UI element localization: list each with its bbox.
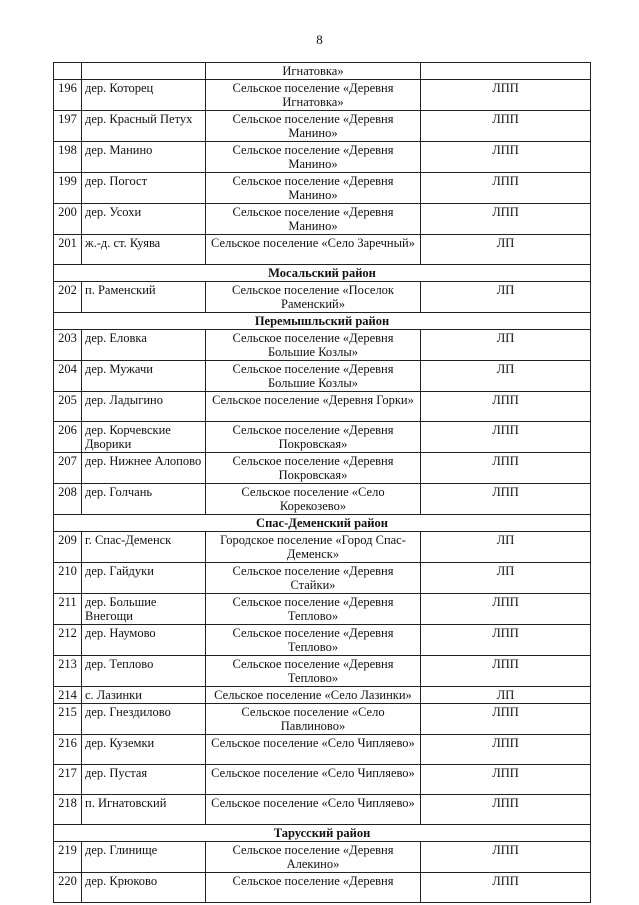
- table-row: [54, 765, 591, 795]
- num-cell: 220: [54, 873, 82, 903]
- name-cell: дер. Гайдуки: [82, 563, 206, 594]
- settlement-cell: Сельское поселение «Деревня Покровская»: [206, 422, 421, 453]
- name-cell: п. Раменский: [82, 282, 206, 313]
- name-cell: дер. Куземки: [82, 735, 206, 765]
- table-row: [54, 80, 591, 111]
- num-cell: 203: [54, 330, 82, 361]
- settlement-cell: Городское поселение «Город Спас-Деменск»: [206, 532, 421, 563]
- name-cell: дер. Которец: [82, 80, 206, 111]
- settlement-cell: Сельское поселение «Деревня Горки»: [206, 392, 421, 422]
- settlement-cell: Сельское поселение «Деревня Алекино»: [206, 842, 421, 873]
- table-row: [54, 173, 591, 204]
- name-cell: дер. Мужачи: [82, 361, 206, 392]
- table-row: [54, 453, 591, 484]
- type-cell: ЛП: [421, 687, 591, 704]
- type-cell: [421, 63, 591, 80]
- type-cell: ЛП: [421, 282, 591, 313]
- settlement-cell: Сельское поселение «Село Павлиново»: [206, 704, 421, 735]
- type-cell: ЛПП: [421, 795, 591, 825]
- settlement-cell: Сельское поселение «Деревня Манино»: [206, 111, 421, 142]
- region-title: Спас-Деменский район: [54, 515, 591, 532]
- table-row: [54, 704, 591, 735]
- num-cell: [54, 63, 82, 80]
- num-cell: 212: [54, 625, 82, 656]
- settlement-cell: Сельское поселение «Село Чипляево»: [206, 765, 421, 795]
- type-cell: ЛП: [421, 361, 591, 392]
- region-title: Перемышльский район: [54, 313, 591, 330]
- num-cell: 208: [54, 484, 82, 515]
- num-cell: 218: [54, 795, 82, 825]
- num-cell: 216: [54, 735, 82, 765]
- name-cell: дер. Усохи: [82, 204, 206, 235]
- table-row: [54, 532, 591, 563]
- table-row: [54, 735, 591, 765]
- type-cell: ЛП: [421, 532, 591, 563]
- num-cell: 197: [54, 111, 82, 142]
- settlement-cell: Сельское поселение «Село Корекозево»: [206, 484, 421, 515]
- settlement-cell: Сельское поселение «Деревня Стайки»: [206, 563, 421, 594]
- type-cell: ЛПП: [421, 594, 591, 625]
- settlement-cell: Сельское поселение «Деревня Покровская»: [206, 453, 421, 484]
- type-cell: ЛП: [421, 563, 591, 594]
- name-cell: дер. Нижнее Алопово: [82, 453, 206, 484]
- region-header-row: [54, 265, 591, 282]
- table-row: [54, 235, 591, 265]
- name-cell: дер. Корчевские Дворики: [82, 422, 206, 453]
- name-cell: п. Игнатовский: [82, 795, 206, 825]
- settlement-cell: Сельское поселение «Деревня Большие Козлы»: [206, 361, 421, 392]
- table-row: [54, 563, 591, 594]
- table-row: [54, 842, 591, 873]
- settlement-cell: Сельское поселение «Деревня Теплово»: [206, 656, 421, 687]
- settlement-cell: Сельское поселение «Деревня Большие Козлы»: [206, 330, 421, 361]
- name-cell: дер. Голчань: [82, 484, 206, 515]
- name-cell: дер. Пустая: [82, 765, 206, 795]
- name-cell: дер. Красный Петух: [82, 111, 206, 142]
- type-cell: ЛПП: [421, 422, 591, 453]
- table-row: [54, 873, 591, 903]
- name-cell: ж.-д. ст. Куява: [82, 235, 206, 265]
- table-row: [54, 204, 591, 235]
- name-cell: дер. Манино: [82, 142, 206, 173]
- region-header-row: [54, 313, 591, 330]
- type-cell: ЛПП: [421, 873, 591, 903]
- type-cell: ЛП: [421, 235, 591, 265]
- name-cell: дер. Гнездилово: [82, 704, 206, 735]
- region-header-row: [54, 515, 591, 532]
- settlement-cell: Сельское поселение «Деревня: [206, 873, 421, 903]
- settlement-cell: Сельское поселение «Село Чипляево»: [206, 735, 421, 765]
- table-row: [54, 594, 591, 625]
- region-header-row: [54, 825, 591, 842]
- table-row: [54, 142, 591, 173]
- type-cell: ЛПП: [421, 625, 591, 656]
- num-cell: 210: [54, 563, 82, 594]
- settlements-table: [53, 62, 591, 903]
- type-cell: ЛПП: [421, 765, 591, 795]
- type-cell: ЛПП: [421, 204, 591, 235]
- table-row: [54, 795, 591, 825]
- name-cell: дер. Погост: [82, 173, 206, 204]
- table-row: [54, 330, 591, 361]
- num-cell: 217: [54, 765, 82, 795]
- settlement-cell: Сельское поселение «Село Заречный»: [206, 235, 421, 265]
- num-cell: 214: [54, 687, 82, 704]
- settlement-cell: Сельское поселение «Деревня Теплово»: [206, 625, 421, 656]
- name-cell: [82, 63, 206, 80]
- num-cell: 209: [54, 532, 82, 563]
- name-cell: дер. Глинище: [82, 842, 206, 873]
- num-cell: 213: [54, 656, 82, 687]
- settlement-cell: Сельское поселение «Деревня Теплово»: [206, 594, 421, 625]
- table-row: [54, 392, 591, 422]
- type-cell: ЛПП: [421, 656, 591, 687]
- settlement-cell: Сельское поселение «Деревня Игнатовка»: [206, 80, 421, 111]
- num-cell: 205: [54, 392, 82, 422]
- continuation-row: [54, 63, 591, 80]
- name-cell: дер. Наумово: [82, 625, 206, 656]
- num-cell: 199: [54, 173, 82, 204]
- table-row: [54, 625, 591, 656]
- type-cell: ЛПП: [421, 704, 591, 735]
- table-row: [54, 656, 591, 687]
- name-cell: дер. Большие Внегощи: [82, 594, 206, 625]
- table-row: [54, 111, 591, 142]
- region-title: Мосальский район: [54, 265, 591, 282]
- num-cell: 196: [54, 80, 82, 111]
- region-title: Тарусский район: [54, 825, 591, 842]
- type-cell: ЛПП: [421, 80, 591, 111]
- num-cell: 201: [54, 235, 82, 265]
- name-cell: дер. Крюково: [82, 873, 206, 903]
- settlement-cell: Сельское поселение «Деревня Манино»: [206, 204, 421, 235]
- type-cell: ЛПП: [421, 392, 591, 422]
- table-row: [54, 361, 591, 392]
- settlement-cell: Игнатовка»: [206, 63, 421, 80]
- num-cell: 215: [54, 704, 82, 735]
- name-cell: с. Лазинки: [82, 687, 206, 704]
- settlement-cell: Сельское поселение «Село Лазинки»: [206, 687, 421, 704]
- type-cell: ЛПП: [421, 735, 591, 765]
- num-cell: 198: [54, 142, 82, 173]
- type-cell: ЛПП: [421, 842, 591, 873]
- table-row: [54, 422, 591, 453]
- table-row: [54, 484, 591, 515]
- num-cell: 204: [54, 361, 82, 392]
- page-number: 8: [316, 32, 323, 47]
- name-cell: г. Спас-Деменск: [82, 532, 206, 563]
- table-row: [54, 687, 591, 704]
- table-row: [54, 282, 591, 313]
- type-cell: ЛПП: [421, 484, 591, 515]
- name-cell: дер. Ладыгино: [82, 392, 206, 422]
- num-cell: 206: [54, 422, 82, 453]
- num-cell: 211: [54, 594, 82, 625]
- settlement-cell: Сельское поселение «Поселок Раменский»: [206, 282, 421, 313]
- num-cell: 202: [54, 282, 82, 313]
- type-cell: ЛПП: [421, 111, 591, 142]
- num-cell: 219: [54, 842, 82, 873]
- name-cell: дер. Теплово: [82, 656, 206, 687]
- type-cell: ЛПП: [421, 142, 591, 173]
- settlement-cell: Сельское поселение «Деревня Манино»: [206, 173, 421, 204]
- type-cell: ЛП: [421, 330, 591, 361]
- settlement-cell: Сельское поселение «Село Чипляево»: [206, 795, 421, 825]
- settlement-cell: Сельское поселение «Деревня Манино»: [206, 142, 421, 173]
- num-cell: 207: [54, 453, 82, 484]
- name-cell: дер. Еловка: [82, 330, 206, 361]
- type-cell: ЛПП: [421, 453, 591, 484]
- num-cell: 200: [54, 204, 82, 235]
- type-cell: ЛПП: [421, 173, 591, 204]
